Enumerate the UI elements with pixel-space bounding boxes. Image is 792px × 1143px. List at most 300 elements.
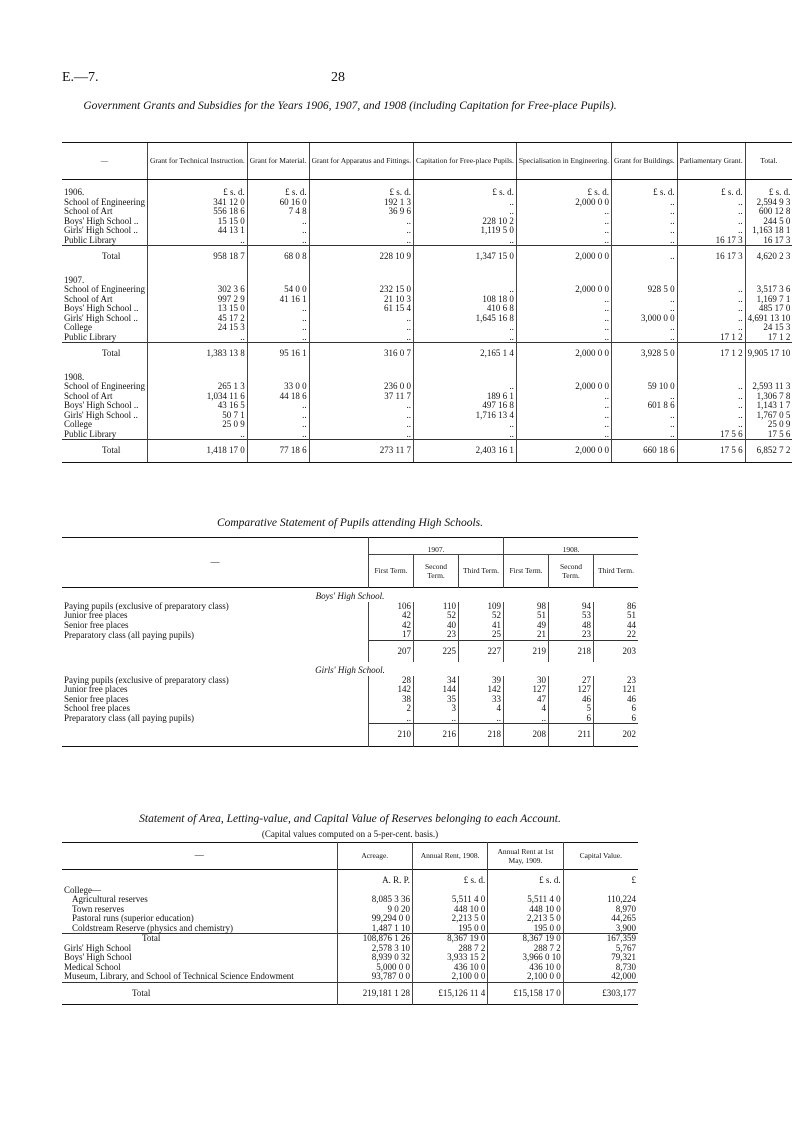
reserves-value-cell: 79,321 [563,953,638,963]
grants-value-cell: 928 5 0 [612,285,678,295]
reserves-value-cell: 436 10 0 [412,963,487,973]
grants-unit-cell [677,365,745,383]
grants-value-cell: 2,000 0 0 [516,382,611,392]
pupils-total-row [62,724,638,747]
pupils-value-cell: 86 [594,602,639,612]
pupils-value-cell: 17 [369,630,414,640]
grants-total-cell: 958 18 7 [147,246,247,268]
grants-unit-cell: £ s. d. [516,180,611,198]
reserves-row-label: Agricultural reserves [72,894,148,904]
grants-stub-header: — [62,143,147,180]
grants-total-cell: 17 1 2 [677,343,745,365]
grants-value-cell: .. [516,236,611,246]
grants-row-label: College [64,322,92,332]
grants-row-label: Girls' High School .. [64,225,138,235]
grants-value-cell: .. [413,198,516,208]
grants-value-cell: 1,716 13 4 [413,411,516,421]
reserves-unit-row [62,870,638,886]
grants-value-cell: 50 7 1 [147,411,247,421]
grants-value-cell: 36 9 6 [309,207,413,217]
grants-column-header: Parliamentary Grant. [677,143,745,180]
grants-value-cell: 1,119 5 0 [413,226,516,236]
grants-value-cell: .. [677,420,745,430]
grants-data-row [62,236,792,246]
grants-value-cell: 21 10 3 [309,295,413,305]
pupils-row-label: Junior free places [64,610,128,620]
grants-value-cell: .. [516,226,611,236]
grants-value-cell: 59 10 0 [612,382,678,392]
grants-value-cell: .. [247,420,309,430]
grants-column-header: Grant for Material. [247,143,309,180]
grants-total-cell: 228 10 9 [309,246,413,268]
reserves-unit-cell: A. R. P. [337,870,412,886]
grants-value-cell: 2,594 9 3 [745,198,792,208]
reserves-row-label: Museum, Library, and School of Technical Science Endowment [64,971,294,981]
reserves-value-cell: 8,970 [563,905,638,915]
pupils-total-cell: 207 [369,640,414,662]
grants-value-cell: 302 3 6 [147,285,247,295]
grants-value-cell: .. [516,430,611,440]
grants-unit-cell [745,365,792,383]
grants-table [62,142,792,463]
pupils-total-cell: 203 [594,640,639,662]
grants-value-cell: .. [677,285,745,295]
pupils-year-header: 1908. [504,538,639,555]
pupils-value-cell: 110 [414,602,459,612]
reserves-value-cell: 1,487 1 10 [337,924,412,934]
pupils-row-label: Paying pupils (exclusive of preparatory class) [64,674,229,685]
grants-value-cell: .. [516,420,611,430]
pupils-value-cell: 5 [549,704,594,714]
grants-unit-cell: £ s. d. [677,180,745,198]
grants-total-row [62,440,792,463]
pupils-total-cell: 216 [414,724,459,747]
reserves-column-header: Acreage. [337,843,412,870]
grants-total-cell: 6,852 7 2 [745,440,792,463]
reserves-table [62,842,638,1005]
grants-value-cell: .. [516,304,611,314]
grants-value-cell: 1,306 7 8 [745,392,792,402]
pupils-year-header: 1907. [369,538,504,555]
pupils-value-cell: 27 [549,676,594,686]
grants-unit-cell: £ s. d. [745,180,792,198]
grants-row-label: School of Engineering [64,381,145,391]
grants-value-cell: .. [516,295,611,305]
reserves-value-cell: 2,100 0 0 [488,972,563,982]
grants-value-cell: 41 16 1 [247,295,309,305]
grants-total-cell: 17 5 6 [677,440,745,463]
pupils-value-cell: 25 [459,630,504,640]
grants-value-cell: 33 0 0 [247,382,309,392]
pupils-table [62,537,638,747]
reserves-row-label: Town reserves [72,903,125,914]
pupils-value-cell: .. [459,714,504,724]
grants-value-cell: 341 12 0 [147,198,247,208]
grants-column-header: Grant for Apparatus and Fittings. [309,143,413,180]
reserves-row-label: College— [64,884,101,895]
grants-value-cell: .. [309,333,413,343]
grants-unit-cell [147,268,247,286]
grants-value-cell: .. [247,236,309,246]
pupils-value-cell: 28 [369,676,414,686]
reserves-value-cell: 5,511 4 0 [488,895,563,905]
grants-data-row [62,217,792,227]
reserves-row-label: Coldstream Reserve (physics and chemistry) [72,922,233,933]
grants-value-cell: .. [677,323,745,333]
reserves-total-label: Total [62,982,337,1005]
pupils-value-cell: 33 [459,695,504,705]
pupils-stub-header: — [210,556,220,567]
grants-value-cell: 1,767 0 5 [745,411,792,421]
grants-total-cell: .. [612,246,678,268]
pupils-value-cell: 52 [459,611,504,621]
grants-value-cell: 7 4 8 [247,207,309,217]
grants-value-cell: 497 16 8 [413,401,516,411]
reserves-header-row [62,843,638,870]
grants-unit-cell [516,365,611,383]
pupils-row-label: Paying pupils (exclusive of preparatory class) [64,600,229,611]
grants-total-cell: 9,905 17 10 [745,343,792,365]
reserves-value-cell: 110,224 [563,895,638,905]
pupils-data-row [62,611,638,621]
pupils-total-cell: 211 [549,724,594,747]
pupils-table-title: Comparative Statement of Pupils attending High Schools. [216,517,484,529]
grants-total-cell: 4,620 2 3 [745,246,792,268]
pupils-data-row [62,630,638,640]
pupils-section-row [62,662,638,676]
reserves-value-cell: 448 10 0 [488,905,563,915]
grants-data-row [62,314,792,324]
pupils-value-cell: 2 [369,704,414,714]
grants-value-cell: 25 0 9 [147,420,247,430]
grants-value-cell: 1,143 1 7 [745,401,792,411]
grants-value-cell: .. [677,392,745,402]
grants-value-cell: 45 17 2 [147,314,247,324]
grants-value-cell: 108 18 0 [413,295,516,305]
reserves-value-cell: 195 0 0 [488,924,563,934]
grants-row-label: Boys' High School .. [64,303,139,313]
grants-value-cell: 3,517 3 6 [745,285,792,295]
grants-value-cell: .. [612,323,678,333]
reserves-unit-cell: £ s. d. [488,870,563,886]
grants-total-cell: 1,418 17 0 [147,440,247,463]
pupils-value-cell: 49 [504,621,549,631]
grants-value-cell: 601 8 6 [612,401,678,411]
grants-total-cell: 2,165 1 4 [413,343,516,365]
grants-total-row [62,246,792,268]
grants-value-cell: 485 17 0 [745,304,792,314]
grants-row-label: Public Library [64,234,117,245]
pupils-total-cell: 225 [414,640,459,662]
grants-value-cell: .. [612,217,678,227]
grants-value-cell: .. [247,411,309,421]
reserves-value-cell: 42,000 [563,972,638,982]
pupils-row-label: Senior free places [64,693,129,704]
grants-value-cell: 244 5 0 [745,217,792,227]
grants-value-cell: .. [612,226,678,236]
grants-row-label: College [64,419,92,429]
grants-value-cell: 2,593 11 3 [745,382,792,392]
grants-value-cell: 17 5 6 [677,430,745,440]
grants-value-cell: 1,163 18 1 [745,226,792,236]
pupils-value-cell: 127 [504,685,549,695]
grants-row-label: Boys' High School .. [64,400,139,410]
reserves-value-cell: 5,000 0 0 [337,963,412,973]
pupils-value-cell: 6 [549,714,594,724]
reserves-value-cell: 288 7 2 [412,944,487,954]
grants-value-cell: 1,034 11 6 [147,392,247,402]
grants-total-cell: 1,347 15 0 [413,246,516,268]
pupils-value-cell: 42 [369,611,414,621]
grants-value-cell: .. [516,217,611,227]
pupils-term-header: Second Term. [414,555,459,588]
pupils-value-cell: 48 [549,621,594,631]
pupils-term-header: First Term. [504,555,549,588]
grants-row-label: Girls' High School .. [64,409,138,420]
grants-row-label: School of Engineering [64,284,145,294]
pupils-value-cell: 142 [459,685,504,695]
pupils-value-cell: .. [414,714,459,724]
reserves-column-header: Annual Rent, 1908. [412,843,487,870]
reserves-value-cell: 44,265 [563,914,638,924]
reserves-value-cell: 288 7 2 [488,944,563,954]
grants-value-cell: 60 16 0 [247,198,309,208]
grants-table-title: Government Grants and Subsidies for the Years 1906, 1907, and 1908 (including Capitation for Free-place Pupils). [83,100,617,112]
grants-value-cell: .. [612,304,678,314]
grants-total-cell: 77 18 6 [247,440,309,463]
grants-data-row [62,226,792,236]
grants-value-cell: 192 1 3 [309,198,413,208]
grants-data-row [62,207,792,217]
reserves-column-header: Capital Value. [563,843,638,870]
reserves-unit-cell: £ s. d. [412,870,487,886]
grants-value-cell: .. [309,323,413,333]
grants-value-cell: .. [247,401,309,411]
reserves-row-label: Medical School [64,961,121,972]
grants-value-cell: 4,691 13 10 [745,314,792,324]
grants-value-cell: 43 16 5 [147,401,247,411]
pupils-term-header: Third Term. [594,555,639,588]
grants-year-row [62,365,792,383]
grants-unit-cell [413,365,516,383]
grants-value-cell: .. [247,323,309,333]
pupils-value-cell: 44 [594,621,639,631]
reserves-total-cell: £15,126 11 4 [412,982,487,1005]
grants-value-cell: 44 13 1 [147,226,247,236]
pupils-value-cell: 30 [504,676,549,686]
grants-value-cell: .. [677,226,745,236]
pupils-row-label: School free places [64,703,130,713]
grants-data-row [62,285,792,295]
grants-row-label: School of Art [64,390,113,401]
pupils-value-cell: 51 [504,611,549,621]
grants-total-label: Total [62,440,147,463]
grants-unit-cell [516,268,611,286]
grants-value-cell: .. [516,314,611,324]
pupils-value-cell: 127 [549,685,594,695]
grants-total-cell: 95 16 1 [247,343,309,365]
grants-value-cell: 25 0 9 [745,420,792,430]
pupils-total-spacer [62,724,369,747]
grants-unit-cell [247,365,309,383]
grants-value-cell: .. [413,333,516,343]
reserves-value-cell: 8,730 [563,963,638,973]
pupils-value-cell: 4 [504,704,549,714]
grants-value-cell: .. [413,323,516,333]
grants-value-cell: .. [309,217,413,227]
pupils-total-row [62,640,638,662]
grants-value-cell: .. [247,217,309,227]
pupils-value-cell: 35 [414,695,459,705]
grants-column-header: Capitation for Free-place Pupils. [413,143,516,180]
grants-row-label: School of Art [64,293,113,304]
reserves-row-label: Total [142,933,161,943]
grants-value-cell: .. [516,333,611,343]
grants-value-cell: 17 1 2 [677,333,745,343]
pupils-section-label: Boys' High School. [315,591,385,601]
reserves-unit-spacer [62,870,337,886]
grants-value-cell: .. [612,295,678,305]
reserves-data-row [62,934,638,944]
grants-unit-cell [309,365,413,383]
grants-value-cell: 15 15 0 [147,217,247,227]
grants-data-row [62,333,792,343]
document-reference: E.—7. [62,70,99,85]
grants-year-label: 1906. [64,187,85,197]
pupils-total-cell: 227 [459,640,504,662]
grants-value-cell: 2,000 0 0 [516,285,611,295]
grants-value-cell: 17 1 2 [745,333,792,343]
pupils-data-row [62,695,638,705]
reserves-total-cell: £15,158 17 0 [488,982,563,1005]
grants-value-cell: 16 17 3 [745,236,792,246]
grants-column-header: Grant for Technical Instruction. [147,143,247,180]
grants-value-cell: .. [612,207,678,217]
pupils-value-cell: 46 [549,695,594,705]
grants-value-cell: .. [677,411,745,421]
reserves-value-cell: 2,213 5 0 [412,914,487,924]
reserves-total-cell: £303,177 [563,982,638,1005]
grants-value-cell: 600 12 8 [745,207,792,217]
reserves-unit-cell: £ [563,870,638,886]
reserves-value-cell: 3,966 0 10 [488,953,563,963]
grants-value-cell: .. [612,333,678,343]
pupils-value-cell: 21 [504,630,549,640]
pupils-row-label: Junior free places [64,684,128,694]
grants-row-label: School of Engineering [64,196,145,207]
grants-total-cell: 68 0 8 [247,246,309,268]
pupils-value-cell: 46 [594,695,639,705]
pupils-value-cell: 98 [504,602,549,612]
grants-value-cell: .. [309,314,413,324]
grants-value-cell: 44 18 6 [247,392,309,402]
grants-total-cell: 660 18 6 [612,440,678,463]
reserves-data-row [62,972,638,982]
grants-data-row [62,430,792,440]
reserves-value-cell: 167,359 [563,934,638,944]
grants-value-cell: 1,169 7 1 [745,295,792,305]
grants-unit-cell [677,268,745,286]
pupils-value-cell: 142 [369,685,414,695]
grants-value-cell: .. [677,217,745,227]
grants-value-cell: 1,645 16 8 [413,314,516,324]
grants-year-row [62,180,792,198]
grants-value-cell: .. [247,333,309,343]
grants-value-cell: .. [413,420,516,430]
grants-value-cell: 189 6 1 [413,392,516,402]
pupils-value-cell: 23 [549,630,594,640]
grants-total-cell: 1,383 13 8 [147,343,247,365]
grants-value-cell: 61 15 4 [309,304,413,314]
pupils-row-label: Preparatory class (all paying pupils) [64,629,194,640]
grants-value-cell: .. [309,411,413,421]
grants-value-cell: .. [516,323,611,333]
grants-total-cell: 2,000 0 0 [516,343,611,365]
reserves-value-cell: 436 10 0 [488,963,563,973]
reserves-value-cell: 5,511 4 0 [412,895,487,905]
grants-value-cell: 3,000 0 0 [612,314,678,324]
grants-value-cell: .. [309,420,413,430]
grants-unit-cell [309,268,413,286]
reserves-total-cell: 219,181 1 28 [337,982,412,1005]
pupils-value-cell: 41 [459,621,504,631]
reserves-value-cell: 448 10 0 [412,905,487,915]
grants-row-label: Boys' High School .. [64,215,139,226]
reserves-value-cell: 3,933 15 2 [412,953,487,963]
grants-total-cell: 16 17 3 [677,246,745,268]
grants-year-label: 1907. [64,274,85,285]
grants-data-row [62,323,792,333]
reserves-table-title: Statement of Area, Letting-value, and Capital Value of Reserves belonging to each Account. [139,813,561,825]
grants-unit-cell [147,365,247,383]
grants-unit-cell: £ s. d. [309,180,413,198]
pupils-section-row [62,588,638,602]
grants-unit-cell [612,365,678,383]
grants-total-label: Total [62,343,147,365]
pupils-total-cell: 210 [369,724,414,747]
grants-value-cell: .. [147,236,247,246]
grants-value-cell: .. [147,430,247,440]
grants-total-label: Total [62,246,147,268]
grants-total-cell: 316 0 7 [309,343,413,365]
grants-unit-cell [413,268,516,286]
grants-year-row [62,268,792,286]
pupils-value-cell: 121 [594,685,639,695]
grants-data-row [62,304,792,314]
grants-value-cell: .. [247,314,309,324]
pupils-data-row [62,602,638,612]
grants-value-cell: 24 15 3 [147,323,247,333]
reserves-value-cell: 5,767 [563,944,638,954]
grants-value-cell: .. [309,430,413,440]
pupils-value-cell: 3 [414,704,459,714]
grants-value-cell: 54 0 0 [247,285,309,295]
pupils-row-label: Senior free places [64,619,129,630]
reserves-row-label: Boys' High School [64,952,132,962]
grants-data-row [62,295,792,305]
pupils-value-cell: 53 [549,611,594,621]
pupils-value-cell: 94 [549,602,594,612]
grants-value-cell: .. [147,333,247,343]
pupils-year-header-row [62,538,638,555]
pupils-value-cell: 144 [414,685,459,695]
pupils-total-cell: 218 [459,724,504,747]
grants-value-cell: 232 15 0 [309,285,413,295]
grants-value-cell: .. [413,285,516,295]
pupils-data-row [62,685,638,695]
pupils-value-cell: 39 [459,676,504,686]
pupils-term-header: Second Term. [549,555,594,588]
